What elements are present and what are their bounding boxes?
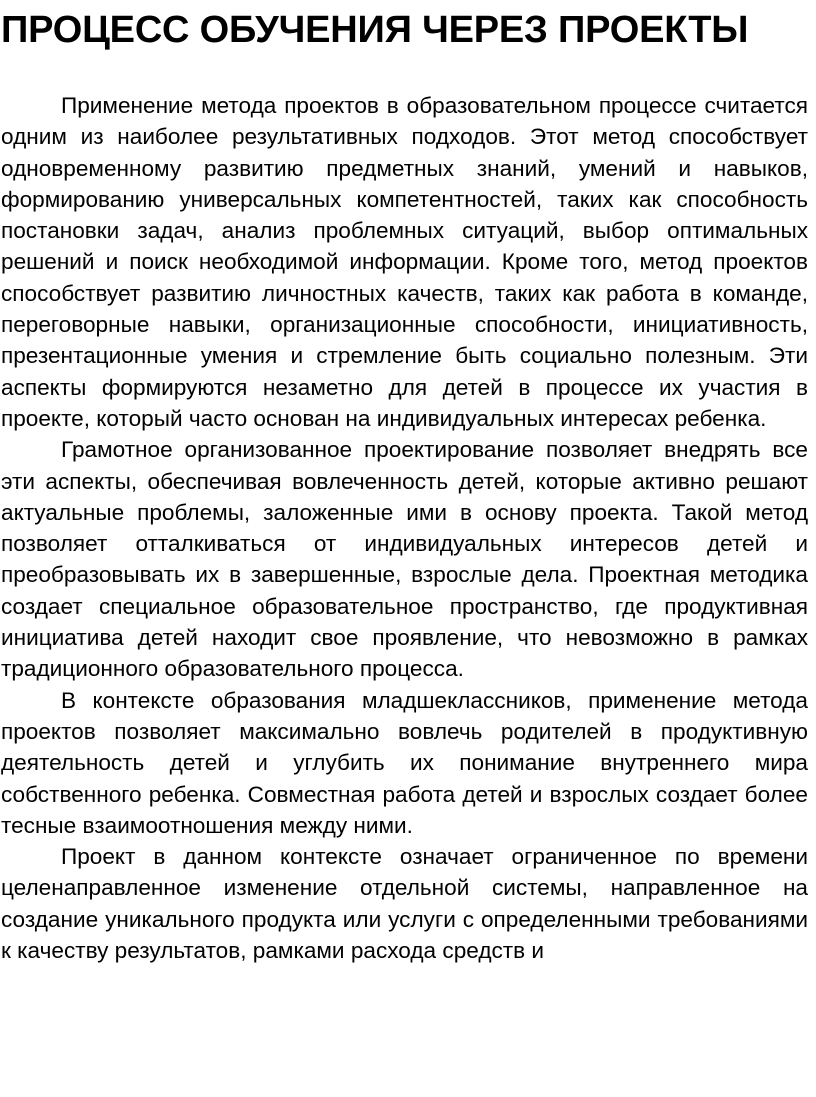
paragraph-1: Применение метода проектов в образовательном процессе считается одним из наиболее результативных подходов. Этот метод способствует одновременному развитию предметных знаний, умений и навыков, формированию универсальных компетентностей, таких как способность постановки задач, анализ проблемных ситуаций, выбор оптимальных решений и поиск необходимой информации. Кроме того, метод проектов способствует развитию личностных качеств, таких как работа в команде, переговорные навыки, организационные способности, инициативность, презентационные умения и стремление быть социально полезным. Эти аспекты формируются незаметно для детей в процессе их участия в проекте, который часто основан на индивидуальных интересах ребенка.	[1, 93, 808, 431]
paragraph-2: Грамотное организованное проектирование позволяет внедрять все эти аспекты, обеспечивая вовлеченность детей, которые активно решают актуальные проблемы, заложенные ими в основу проекта. Такой метод позволяет отталкиваться от индивидуальных интересов детей и преобразовывать их в завершенные, взрослые дела. Проектная методика создает специальное образовательное пространство, где продуктивная инициатива детей находит свое проявление, что невозможно в рамках традиционного образовательного процесса.	[1, 437, 808, 682]
paragraph-3: В контексте образования младшеклассников, применение метода проектов позволяет максимально вовлечь родителей в продуктивную деятельность детей и углубить их понимание внутреннего мира собственного ребенка. Совместная работа детей и взрослых создает более тесные взаимоотношения между ними.	[1, 687, 808, 838]
title-spacer	[1, 56, 808, 90]
paragraph-4: Проект в данном контексте означает ограниченное по времени целенаправленное изменение отдельной системы, направленное на создание уникального продукта или услуги с определенными требованиями к качеству результатов, рамками расхода средств и	[1, 844, 808, 964]
document-title: ПРОЦЕСС ОБУЧЕНИЯ ЧЕРЕЗ ПРОЕКТЫ	[1, 9, 749, 51]
